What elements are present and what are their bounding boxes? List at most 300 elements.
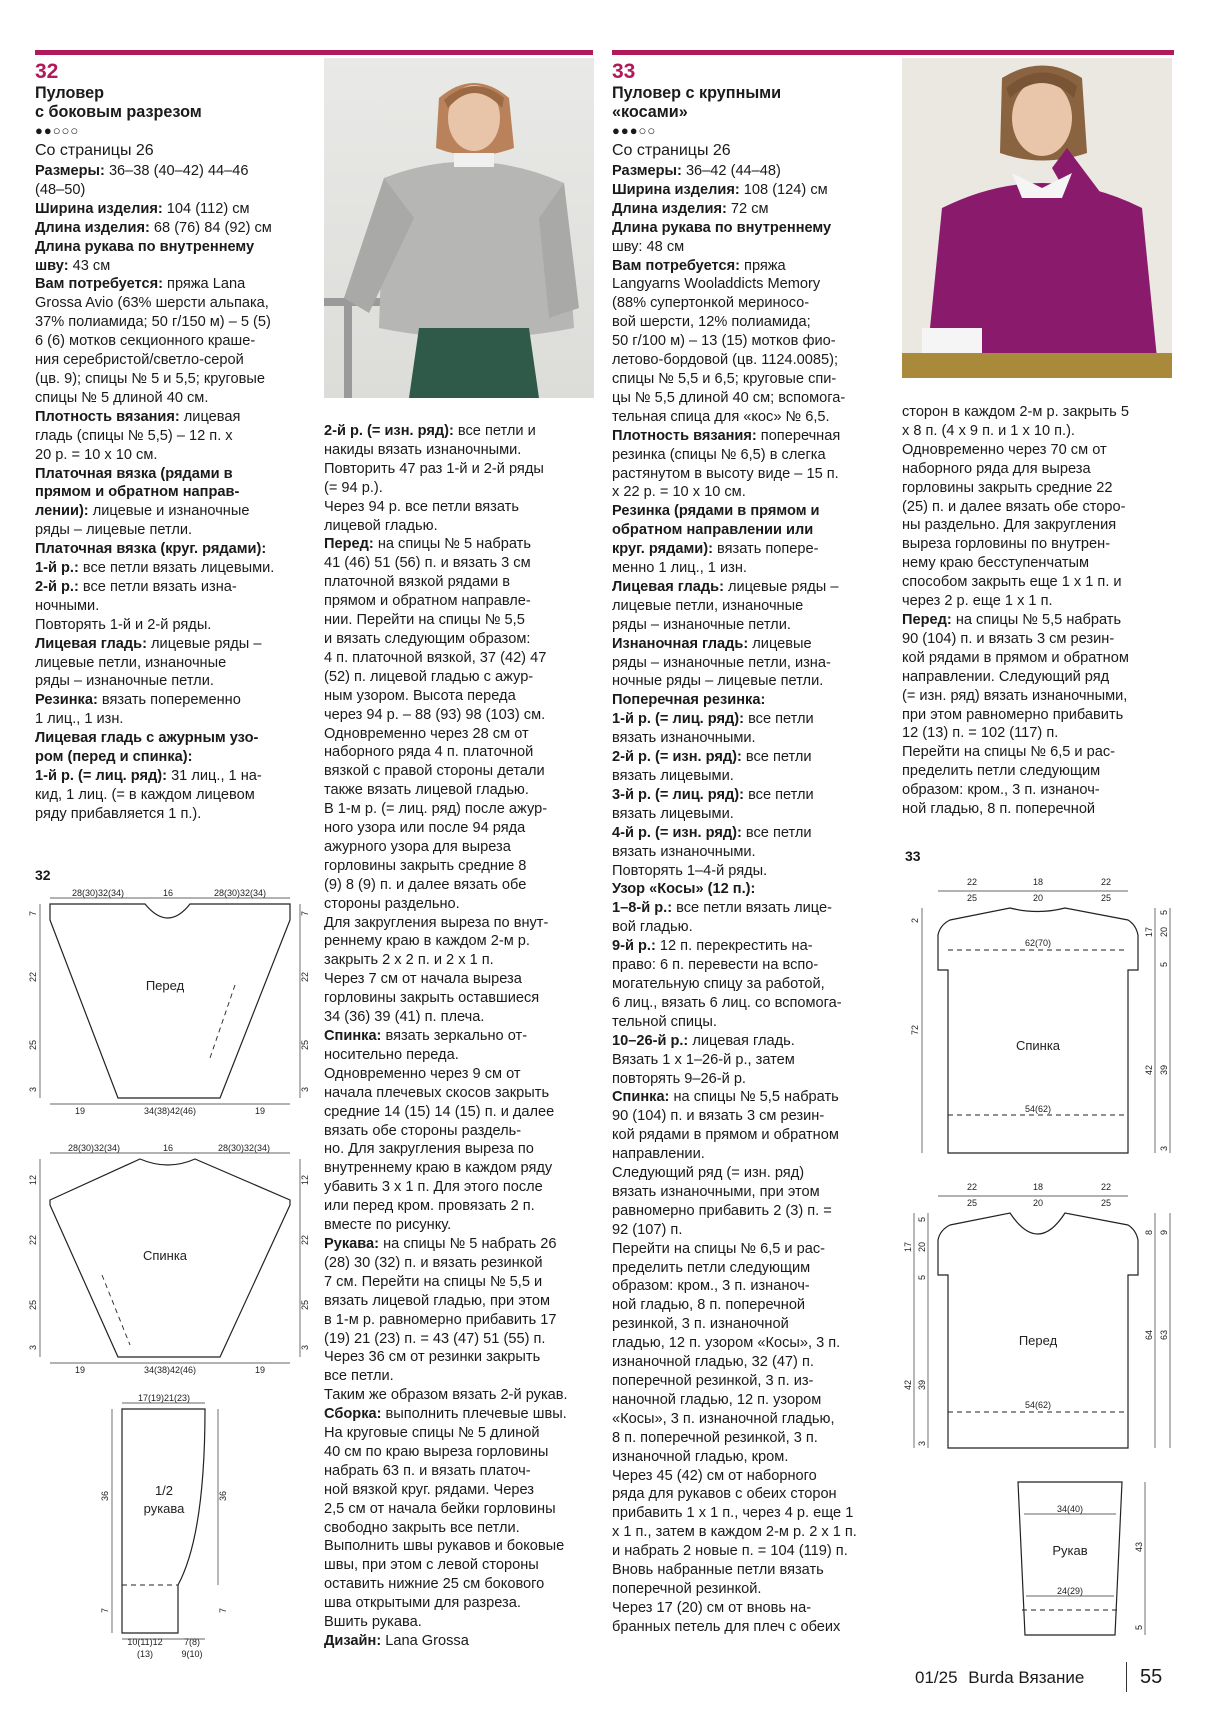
footer-divider xyxy=(1126,1662,1127,1692)
text-line: ряду прибавляется 1 п.). xyxy=(35,805,202,822)
pattern-number: 32 xyxy=(35,60,59,83)
sleeve-top-width: 17(19)21(23) xyxy=(137,1393,191,1403)
text-line: равномерно прибавить 2 (3) п. = xyxy=(612,1202,832,1219)
page-number: 55 xyxy=(1140,1666,1163,1688)
text-line: лицевые петли, изнаночные xyxy=(35,654,227,671)
front33-r3: 64 xyxy=(1144,1329,1154,1340)
text-line: Платочная вязка (рядами в xyxy=(35,465,233,482)
front-bottom-left: 19 xyxy=(74,1106,86,1116)
text-line: 90 (104) п. и вязать 3 см резин- xyxy=(612,1108,825,1125)
front33-t2: 18 xyxy=(1032,1182,1044,1192)
text-line: средние 14 (15) 14 (15) п. и далее xyxy=(324,1103,555,1120)
text-line: Дизайн: Lana Grossa xyxy=(324,1633,469,1649)
text-line: 2-й р.: все петли вязать изна- xyxy=(35,578,237,595)
diagram-label-32: 32 xyxy=(35,867,51,883)
text-line: ной вязкой круг. рядами. Через xyxy=(324,1481,534,1498)
text-line: наборного ряда 4 п. платочной xyxy=(324,744,534,761)
text-line: горловины закрыть средние 22 xyxy=(902,479,1113,496)
text-line: швы, при этом с левой стороны xyxy=(324,1557,539,1574)
text-line: (цв. 9); спицы № 5 и 5,5; круговые xyxy=(35,370,266,387)
back-v2-left: 22 xyxy=(28,1234,38,1245)
sleeve-bottom-right-2: 9(10) xyxy=(181,1649,203,1659)
text-line: Следующий ряд (= изн. ряд) xyxy=(612,1165,805,1182)
front33-l4: 5 xyxy=(917,1274,927,1280)
back-v2-right: 22 xyxy=(300,1234,310,1245)
from-page: Со страницы 26 xyxy=(35,142,154,159)
text-line: (19) 21 (23) п. = 43 (47) 51 (55) п. xyxy=(324,1330,546,1347)
text-line: х 22 р. = 10 х 10 см. xyxy=(612,484,746,501)
text-line: Одновременно через 9 см от xyxy=(324,1065,521,1082)
text-line: вязать лицевой гладью, при этом xyxy=(324,1292,551,1309)
text-line: в 1-м р. равномерно прибавить 17 xyxy=(324,1311,557,1328)
text-line: Ширина изделия: 108 (124) см xyxy=(612,181,828,198)
text-line: поперечной резинкой. xyxy=(612,1580,762,1597)
back-v4-left: 3 xyxy=(28,1344,38,1350)
front33-r1: 8 xyxy=(1144,1229,1154,1235)
difficulty-rating: ●●○○○ xyxy=(35,123,80,138)
text-line: ния серебристой/светло-серой xyxy=(35,352,244,369)
front-v1-right: 7 xyxy=(300,910,310,916)
text-line: «Косы», 3 п. изнаночной гладью, xyxy=(612,1410,835,1427)
schematic-32-back xyxy=(30,1145,310,1375)
text-line: при этом равномерно прибавить xyxy=(902,706,1124,723)
text-line: через 2 р. еще 1 х 1 п. xyxy=(902,593,1053,610)
back-v1-right: 12 xyxy=(300,1174,310,1185)
front-v2-left: 22 xyxy=(28,971,38,982)
text-line: спицы № 5 длиной 40 см. xyxy=(35,389,209,406)
text-line: Резинка (рядами в прямом и xyxy=(612,503,820,520)
front33-l3: 20 xyxy=(917,1241,927,1252)
text-line: растянутом в высоту виде – 15 п. xyxy=(612,465,839,482)
text-line: 1-й р.: все петли вязать лицевыми. xyxy=(35,560,275,577)
text-line: спицы № 5,5 и 6,5; круговые спи- xyxy=(612,370,837,387)
text-line: 3-й р. (= лиц. ряд): все петли xyxy=(612,786,814,803)
back-label: Спинка xyxy=(142,1248,188,1263)
text-line: лицевой гладью. xyxy=(324,517,438,534)
front-v4-left: 3 xyxy=(28,1086,38,1092)
text-line: (28) 30 (32) п. и вязать резинкой xyxy=(324,1254,543,1271)
text-line: Перед: на спицы № 5 набрать xyxy=(324,536,531,553)
sleeve33-label: Рукав xyxy=(1052,1543,1088,1558)
text-line: Вам потребуется: пряжа Lana xyxy=(35,276,246,293)
front33-l1: 5 xyxy=(917,1216,927,1222)
back-neck-width: 16 xyxy=(162,1143,174,1153)
front33-l6: 39 xyxy=(917,1379,927,1390)
text-line: бранных петель для плеч с обеих xyxy=(612,1618,841,1635)
text-line: Перейти на спицы № 6,5 и рас- xyxy=(612,1240,826,1257)
text-line: (25) п. и далее вязать обе сторо- xyxy=(902,498,1126,515)
back33-left-top: 2 xyxy=(910,917,920,923)
text-line: В 1-м р. (= лиц. ряд) после ажур- xyxy=(324,801,548,818)
text-line: вязать изнаночными, при этом xyxy=(612,1183,820,1200)
text-line: 4 п. платочной вязкой, 37 (42) 47 xyxy=(324,649,547,666)
text-line: Длина рукава по внутреннему xyxy=(612,219,832,236)
front33-l5: 42 xyxy=(903,1379,913,1390)
front-neck-width: 16 xyxy=(162,888,174,898)
back-bottom-right: 19 xyxy=(254,1365,266,1375)
front-label: Перед xyxy=(145,978,185,993)
text-line: Лицевая гладь: лицевые ряды – xyxy=(35,635,262,652)
text-line: пределить петли следующим xyxy=(902,763,1101,780)
text-line: Длина изделия: 72 см xyxy=(612,200,769,217)
text-line: На круговые спицы № 5 длиной xyxy=(324,1425,540,1442)
text-line: 9-й р.: 12 п. перекрестить на- xyxy=(612,938,813,955)
text-line: (52) п. лицевой гладью с ажур- xyxy=(324,668,534,685)
text-line: вязкой с правой стороны детали xyxy=(324,763,545,780)
pattern-32-column-1 xyxy=(35,60,305,824)
text-line: 50 г/100 м) – 13 (15) мотков фио- xyxy=(612,333,836,350)
text-line: горловины закрыть средние 8 xyxy=(324,857,527,874)
text-line: гладью, 12 п. узором «Косы», 3 п. xyxy=(612,1335,841,1352)
text-line: Через 36 см от резинки закрыть xyxy=(324,1349,541,1366)
back33-t1: 22 xyxy=(966,877,978,887)
text-line: 2,5 см от начала бейки горловины xyxy=(324,1500,556,1517)
text-line: способом закрыть еще 1 х 1 п. и xyxy=(902,574,1122,591)
text-line: Длина изделия: 68 (76) 84 (92) см xyxy=(35,219,272,236)
front-v4-right: 3 xyxy=(300,1086,310,1092)
back33-inner-width: 62(70) xyxy=(1024,938,1052,948)
front33-bottom-width: 54(62) xyxy=(1024,1400,1052,1410)
sleeve-bottom-left-2: (13) xyxy=(136,1649,154,1659)
front-v1-left: 7 xyxy=(28,910,38,916)
text-line: Langyarns Wooladdicts Memory xyxy=(612,276,821,293)
text-line: вязать обе стороны раздель- xyxy=(324,1122,522,1139)
text-line: набрать 63 п. и вязать платоч- xyxy=(324,1462,531,1479)
text-line: Поперечная резинка: xyxy=(612,692,766,709)
text-line: Спинка: на спицы № 5,5 набрать xyxy=(612,1089,839,1106)
text-line: тельная спица для «кос» № 6,5. xyxy=(612,408,830,425)
text-line: гладь (спицы № 5,5) – 12 п. х xyxy=(35,427,233,444)
sleeve-label-2: рукава xyxy=(143,1501,185,1516)
text-line: 2-й р. (= изн. ряд): все петли xyxy=(612,749,812,766)
sleeve-bottom-left: 10(11)12 xyxy=(127,1637,163,1647)
pattern-33-column-4 xyxy=(902,403,1172,819)
text-line: резинкой, 3 п. изнаночной xyxy=(612,1316,789,1333)
text-line: вой гладью. xyxy=(612,919,693,936)
front33-r2: 9 xyxy=(1159,1229,1169,1235)
text-line: Сборка: выполнить плечевые швы. xyxy=(324,1406,567,1423)
back-width-right: 28(30)32(34) xyxy=(217,1143,271,1153)
text-line: могательную спицу за работой, xyxy=(612,975,825,992)
back33-t2: 18 xyxy=(1032,877,1044,887)
text-line: и вязать следующим образом: xyxy=(324,630,531,647)
text-line: Через 94 р. все петли вязать xyxy=(324,498,519,515)
front33-t3: 22 xyxy=(1100,1182,1112,1192)
text-line: менно 1 лиц., 1 изн. xyxy=(612,560,747,577)
text-line: обратном направлении или xyxy=(612,522,814,539)
text-line: закрыть 2 х 2 п. и 2 х 1 п. xyxy=(324,952,494,969)
text-line: Платочная вязка (круг. рядами): xyxy=(35,541,267,558)
front33-t3b: 25 xyxy=(1100,1198,1112,1208)
sleeve-cuff-left: 7 xyxy=(100,1607,110,1613)
text-line: также вязать лицевой гладью. xyxy=(324,782,529,799)
schematic-33-sleeve xyxy=(1000,1470,1185,1650)
text-line: реннему краю в каждом 2-м р. xyxy=(324,933,530,950)
front33-t1: 22 xyxy=(966,1182,978,1192)
text-line: 6 (6) мотков секционного краше- xyxy=(35,333,256,350)
text-line: нему краю бесступенчатым xyxy=(902,555,1090,572)
schematic-32-sleeve xyxy=(100,1393,240,1659)
text-line: нии. Перейти на спицы № 5,5 xyxy=(324,612,525,629)
pattern-number: 33 xyxy=(612,60,636,83)
sleeve-bottom-right: 7(8) xyxy=(183,1637,201,1647)
pattern-33-column-3 xyxy=(612,60,882,1637)
text-line: ряды – лицевые петли. xyxy=(35,522,193,539)
text-line: Вам потребуется: пряжа xyxy=(612,257,786,274)
sleeve33-cuff: 5 xyxy=(1134,1624,1144,1630)
text-line: Повторять 1–4-й ряды. xyxy=(612,862,768,879)
text-line: летово-бордовой (цв. 1124.0085); xyxy=(612,352,839,369)
text-line: вязать лицевыми. xyxy=(612,805,734,822)
text-line: 1-й р. (= лиц. ряд): все петли xyxy=(612,711,814,728)
back33-label: Спинка xyxy=(1015,1038,1061,1053)
front33-l7: 3 xyxy=(917,1440,927,1446)
schematic-33-front xyxy=(900,1180,1185,1460)
front-width-left: 28(30)32(34) xyxy=(71,888,125,898)
text-line: х 1 п., затем в каждом 2-м р. 2 х 1 п. xyxy=(612,1524,857,1541)
text-line: ром (перед и спинка): xyxy=(35,749,193,766)
text-line: 1 лиц., 1 изн. xyxy=(35,711,124,728)
schematic-33-back xyxy=(900,875,1185,1165)
text-line: Перейти на спицы № 6,5 и рас- xyxy=(902,744,1116,761)
text-line: лицевые петли, изнаночные xyxy=(612,597,804,614)
section-rule-33 xyxy=(612,50,1174,55)
sleeve33-bottom: 24(29) xyxy=(1056,1586,1084,1596)
front33-r4: 63 xyxy=(1159,1329,1169,1340)
back-bottom-mid: 34(38)42(46) xyxy=(143,1365,197,1375)
text-line: Для закругления выреза по внут- xyxy=(324,914,549,931)
text-line: Выполнить швы рукавов и боковые xyxy=(324,1538,565,1555)
text-line: ряды – изнаночные петли. xyxy=(612,616,791,633)
front33-label: Перед xyxy=(1018,1333,1058,1348)
issue-number: 01/25 xyxy=(915,1668,958,1687)
text-line: х 8 п. (4 х 9 п. и 1 х 10 п.). xyxy=(902,422,1075,439)
text-line: Узор «Косы» (12 п.): xyxy=(612,881,756,898)
front-v2-right: 22 xyxy=(300,971,310,982)
schematic-32-front xyxy=(30,890,310,1115)
text-line: Grossa Avio (63% шерсти альпака, xyxy=(35,295,269,312)
text-line: 92 (107) п. xyxy=(612,1221,683,1238)
text-line: стороны раздельно. xyxy=(324,895,460,912)
text-line: ны раздельно. Для закругления xyxy=(902,517,1117,534)
text-line: кой рядами в прямом и обратном xyxy=(902,649,1129,666)
text-line: вязать изнаночными. xyxy=(612,843,756,860)
text-line: ряды – изнаночные петли. xyxy=(35,673,214,690)
back-v1-left: 12 xyxy=(28,1174,38,1185)
back-v3-left: 25 xyxy=(28,1299,38,1310)
text-line: Изнаночная гладь: лицевые xyxy=(612,635,812,652)
text-line: (= изн. ряд) вязать изнаночными, xyxy=(902,687,1128,704)
text-line: Резинка: вязать попеременно xyxy=(35,692,241,709)
text-line: 12 (13) п. = 102 (117) п. xyxy=(902,725,1059,742)
text-line: цы № 5,5 длиной 40 см; вспомога- xyxy=(612,389,846,406)
text-line: 4-й р. (= изн. ряд): все петли xyxy=(612,824,812,841)
text-line: оставить нижние 25 см бокового xyxy=(324,1576,545,1593)
text-line: Повторять 1-й и 2-й ряды. xyxy=(35,616,212,633)
text-line: сторон в каждом 2-м р. закрыть 5 xyxy=(902,404,1129,420)
text-line: вой шерсти, 12% полиамида; xyxy=(612,314,811,331)
text-line: и набрать 2 новые п. = 104 (119) п. xyxy=(612,1543,848,1560)
from-page: Со страницы 26 xyxy=(612,142,731,159)
text-line: шву: 43 см xyxy=(35,257,111,274)
back33-r4: 5 xyxy=(1159,961,1169,967)
text-line: ной гладью, 8 п. поперечной xyxy=(902,801,1096,818)
back33-r5: 42 xyxy=(1144,1064,1154,1075)
text-line: лении): лицевые и изнаночные xyxy=(35,503,250,520)
text-line: ряды – изнаночные петли, изна- xyxy=(612,654,831,671)
photo-purple-sweater xyxy=(902,58,1172,378)
text-line: внутреннему краю в каждом ряду xyxy=(324,1160,553,1177)
back33-r7: 3 xyxy=(1159,1145,1169,1151)
text-line: вязать изнаночными. xyxy=(612,730,756,747)
text-line: наборного ряда для выреза xyxy=(902,460,1091,477)
text-line: Вязать 1 х 1–26-й р., затем xyxy=(612,1051,795,1068)
text-line: Длина рукава по внутреннему xyxy=(35,238,255,255)
text-line: Ширина изделия: 104 (112) см xyxy=(35,200,250,217)
sleeve-height-right: 36 xyxy=(218,1490,228,1501)
text-line: изнаночной гладью, 32 (47) п. xyxy=(612,1354,814,1371)
text-line: 6 лиц., вязать 6 лиц. со вспомога- xyxy=(612,994,842,1011)
text-line: вязать лицевыми. xyxy=(612,768,734,784)
back-v3-right: 25 xyxy=(300,1299,310,1310)
text-line: образом: кром., 3 п. изнаноч- xyxy=(902,782,1100,799)
back-v4-right: 3 xyxy=(300,1344,310,1350)
text-line: Таким же образом вязать 2-й рукав. xyxy=(324,1387,568,1404)
text-line: 20 р. = 10 х 10 см. xyxy=(35,446,158,463)
instructions-text xyxy=(612,162,882,1637)
text-line: 1–8-й р.: все петли вязать лице- xyxy=(612,900,832,917)
text-line: тельной спицы. xyxy=(612,1013,717,1030)
back33-length: 72 xyxy=(910,1024,920,1035)
text-line: право: 6 п. перевести на вспо- xyxy=(612,957,819,974)
front-v3-left: 25 xyxy=(28,1039,38,1050)
sleeve33-top: 34(40) xyxy=(1056,1504,1084,1514)
text-line: Вновь набранные петли вязать xyxy=(612,1562,824,1579)
text-line: ного узора или после 94 ряда xyxy=(324,820,526,837)
text-line: накиды вязать изнаночными. xyxy=(324,441,522,458)
text-line: Вшить рукава. xyxy=(324,1614,422,1631)
text-line: 8 п. поперечной резинкой, 3 п. xyxy=(612,1429,818,1446)
front33-l2: 17 xyxy=(903,1241,913,1252)
text-line: кид, 1 лиц. (= в каждом лицевом xyxy=(35,786,255,803)
text-line: шву: 48 см xyxy=(612,238,685,255)
instructions-text xyxy=(35,162,305,824)
text-line: 7 см. Перейти на спицы № 5,5 и xyxy=(324,1273,543,1290)
text-line: свободно закрыть все петли. xyxy=(324,1519,520,1536)
text-line: 40 см по краю выреза горловины xyxy=(324,1443,549,1460)
difficulty-rating: ●●●○○ xyxy=(612,123,657,138)
text-line: (9) 8 (9) п. и далее вязать обе xyxy=(324,876,527,893)
text-line: Лицевая гладь: лицевые ряды – xyxy=(612,578,839,595)
sleeve-label-1: 1/2 xyxy=(154,1483,174,1498)
back33-t3b: 25 xyxy=(1100,893,1112,903)
sleeve-cuff-right: 7 xyxy=(218,1607,228,1613)
text-line: носительно переда. xyxy=(324,1046,459,1063)
text-line: все петли. xyxy=(324,1368,394,1385)
back33-r3: 20 xyxy=(1159,926,1169,937)
text-line: ночными. xyxy=(35,597,100,614)
text-line: Одновременно через 70 см от xyxy=(902,441,1107,458)
text-line: Плотность вязания: лицевая xyxy=(35,408,241,425)
text-line: Лицевая гладь с ажурным узо- xyxy=(35,730,259,747)
text-line: прямом и обратном направле- xyxy=(324,593,531,610)
text-line: Через 45 (42) см от наборного xyxy=(612,1467,817,1484)
text-line: направлении. xyxy=(612,1146,705,1163)
text-line: Спинка: вязать зеркально от- xyxy=(324,1028,528,1044)
back33-r1: 5 xyxy=(1159,909,1169,915)
sleeve-height-left: 36 xyxy=(100,1490,110,1501)
text-line: пределить петли следующим xyxy=(612,1259,811,1276)
photo-grey-sweater xyxy=(324,58,594,398)
front-bottom-right: 19 xyxy=(254,1106,266,1116)
text-line: ажурного узора для выреза xyxy=(324,838,511,855)
instructions-text xyxy=(324,422,594,1651)
text-line: 34 (36) 39 (41) п. плеча. xyxy=(324,1009,485,1026)
back33-t2b: 20 xyxy=(1032,893,1044,903)
sleeve33-length: 43 xyxy=(1134,1541,1144,1552)
text-line: вместе по рисунку. xyxy=(324,1217,452,1234)
text-line: 90 (104) п. и вязать 3 см резин- xyxy=(902,630,1115,647)
text-line: (= 94 р.). xyxy=(324,479,383,496)
text-line: (48–50) xyxy=(35,181,86,198)
section-rule-32 xyxy=(35,50,593,55)
text-line: образом: кром., 3 п. изнаноч- xyxy=(612,1278,810,1295)
back33-t1b: 25 xyxy=(966,893,978,903)
text-line: (88% супертонкой мериносо- xyxy=(612,295,810,312)
text-line: Через 7 см от начала выреза xyxy=(324,971,522,988)
text-line: 41 (46) 51 (56) п. и вязать 3 см xyxy=(324,555,531,572)
front33-t1b: 25 xyxy=(966,1198,978,1208)
text-line: кой рядами в прямом и обратном xyxy=(612,1127,839,1144)
text-line: круг. рядами): вязать попере- xyxy=(612,541,819,558)
text-line: Повторить 47 раз 1-й и 2-й ряды xyxy=(324,460,544,477)
text-line: прямом и обратном направ- xyxy=(35,484,240,501)
front-v3-right: 25 xyxy=(300,1039,310,1050)
text-line: ной гладью, 8 п. поперечной xyxy=(612,1297,806,1314)
back33-t3: 22 xyxy=(1100,877,1112,887)
text-line: убавить 3 х 1 п. Для этого после xyxy=(324,1179,543,1196)
text-line: Перед: на спицы № 5,5 набрать xyxy=(902,611,1122,628)
magazine-name: Burda Вязание xyxy=(968,1668,1085,1687)
text-line: 37% полиамида; 50 г/150 м) – 5 (5) xyxy=(35,314,271,331)
text-line: Через 17 (20) см от вновь на- xyxy=(612,1599,812,1616)
back33-r6: 39 xyxy=(1159,1064,1169,1075)
text-line: резинка (спицы № 6,5) в слегка xyxy=(612,446,826,463)
back33-r2: 17 xyxy=(1144,926,1154,937)
text-line: ночные ряды – лицевые петли. xyxy=(612,673,824,690)
text-line: прибавить 1 х 1 п., через 4 р. еще 1 xyxy=(612,1505,854,1522)
text-line: через 94 р. – 88 (93) 98 (103) см. xyxy=(324,706,546,723)
front-width-right: 28(30)32(34) xyxy=(213,888,267,898)
pattern-32-column-2 xyxy=(324,422,594,1651)
text-line: повторять 9–26-й р. xyxy=(612,1070,746,1087)
text-line: горловины закрыть оставшиеся xyxy=(324,990,540,1007)
instructions-text xyxy=(902,403,1172,819)
text-line: или перед кром. провязать 2 п. xyxy=(324,1198,535,1215)
front-bottom-mid: 34(38)42(46) xyxy=(143,1106,197,1116)
pattern-title: Пуловер с боковым разрезом xyxy=(35,84,202,121)
text-line: Размеры: 36–38 (40–42) 44–46 xyxy=(35,163,249,179)
back-bottom-left: 19 xyxy=(74,1365,86,1375)
pattern-title: Пуловер с крупными «косами» xyxy=(612,84,782,121)
text-line: но. Для закругления выреза по xyxy=(324,1141,534,1158)
text-line: изнаночной гладью, кром. xyxy=(612,1448,789,1465)
text-line: начала плечевых скосов закрыть xyxy=(324,1084,550,1101)
text-line: Одновременно через 28 см от xyxy=(324,725,529,742)
text-line: 2-й р. (= изн. ряд): все петли и xyxy=(324,423,536,439)
text-line: 10–26-й р.: лицевая гладь. xyxy=(612,1032,795,1049)
text-line: 1-й р. (= лиц. ряд): 31 лиц., 1 на- xyxy=(35,768,262,784)
